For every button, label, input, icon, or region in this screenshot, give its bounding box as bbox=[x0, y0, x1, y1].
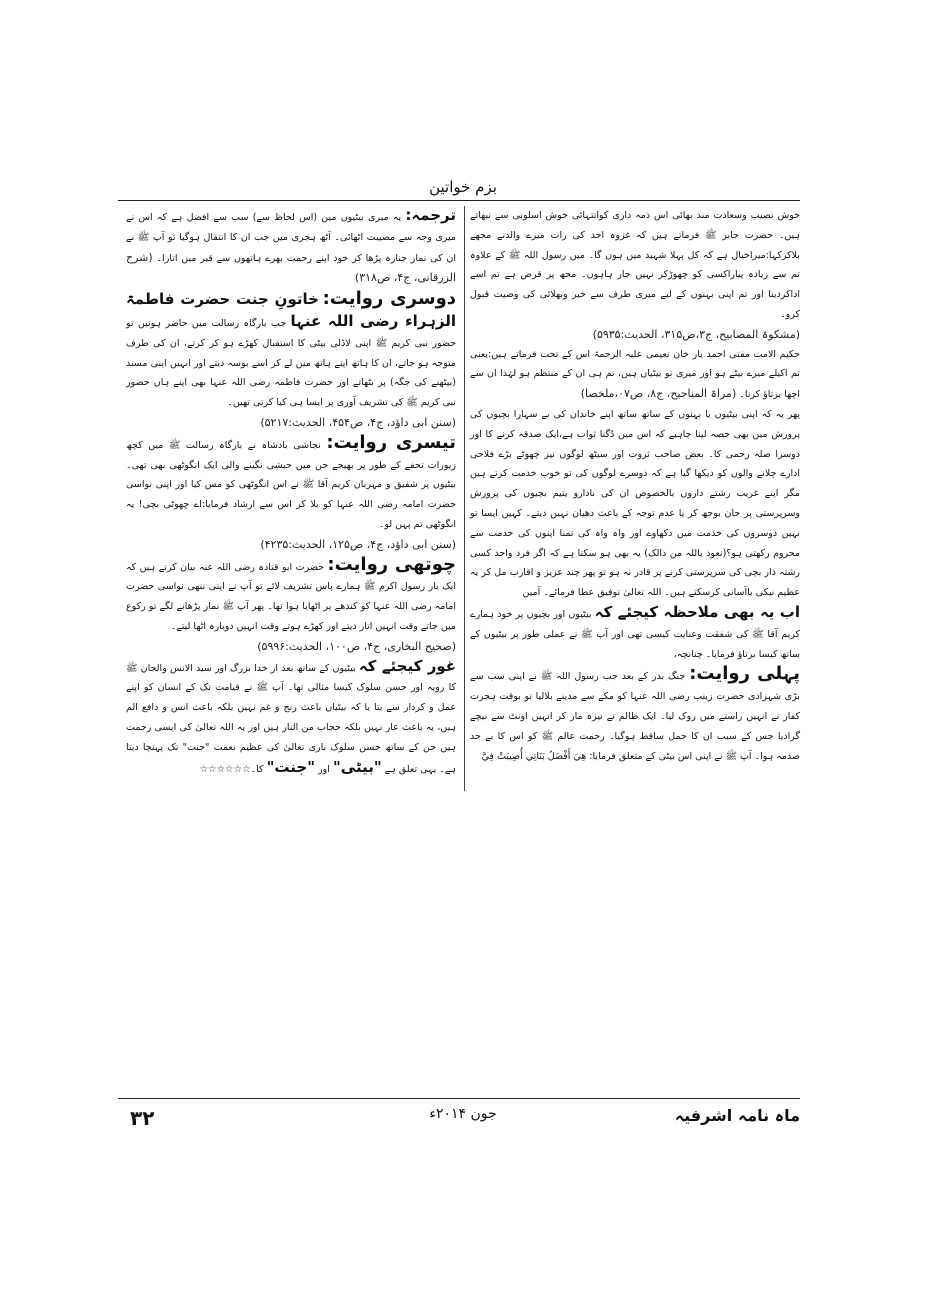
header-divider bbox=[118, 200, 800, 201]
section-heading: دوسری روایت: bbox=[322, 288, 457, 310]
paragraph bbox=[126, 657, 456, 780]
paragraph bbox=[470, 206, 800, 325]
paragraph bbox=[470, 345, 800, 405]
star-ornament: ☆☆☆☆☆☆ bbox=[199, 763, 251, 775]
lead-phrase: ترجمہ: bbox=[405, 206, 456, 224]
left-column bbox=[126, 206, 456, 779]
paragraph bbox=[126, 433, 456, 535]
section-heading: تیسری روایت: bbox=[326, 431, 456, 453]
paragraph-text: بیٹیوں کے ساتھ بعد از خدا بزرگ اور سید الانس والجان ﷺ کا رویہ اور حسن سلوک کیسا مثالی تھا۔ آپ ﷺ نے قیامت تک کے انسان کو اپنے عمل و کردار سے بتا یا کہ بیٹیاں باعث رنج و غم نہیں بلکہ باعث انس و دافع الم ہیں، یہ باعث عار نہیں بلکہ حجاب من النار ہیں اور یہ اللہ تعالیٰ کی ایسی رحمت ہیں جن کے ساتھ حسن سلوک باری تعالیٰ کی عظیم نعمت "جنت" تک پہنچا دیتا ہے۔ یہی تعلق ہے bbox=[126, 662, 456, 775]
reference: (صحیح البخاری، ج۴، ص۱۰۰، الحدیث:۵۹۹۶) bbox=[257, 639, 456, 653]
paragraph-text: پھر یہ کہ اپنی بیٹیوں یا بہنوں کے ساتھ ساتھ اپنے خاندان کی بے سہارا بچیوں کی پرورش میں بھی حصہ لینا چاہیے کہ اس میں دُگنا ثواب ہے،ایک صدقہ کرنے کا اور دوسرا صلہ رحمی کا۔ بعض صاحب ثروت اور سیٹھ لوگوں نیز چھوٹے بڑے فلاحی ادارے چلانے والوں کو دیکھا گیا ہے کہ دوسرے لوگوں کی تو خوب خدمت کرتے ہیں مگر اپنے غریب رشتے داروں بالخصوص ان کی نادارو یتیم بچیوں کی پرورش وسرپرستی پر جان بوجھ کر یا عدم توجہ کے باعث دھیان نہیں دیتے۔ کہیں ایسا تو نہیں دوسروں کی خدمت میں دکھاوے اور واہ واہ کی تمنا اپنوں کی خدمت سے محروم رکھتی ہو؟(نعوذ باللہ من ذالک) یہ بھی ہو سکتا ہے کہ اگر فرد واحد کسی رشتہ دار بچی کی سرپرستی کرنے پر قادر نہ ہو تو پھر چند عزیز و اقارب مل کر یہ عظیم نیکی باآسانی کرسکتے ہیں۔ اللہ تعالیٰ توفیق عطا فرمائے۔ آمین bbox=[470, 408, 800, 599]
paragraph-text: بیٹیوں اور بچیوں پر خود ہمارے کریم آقا ﷺ کی شفقت وعنایت کیسی تھی اور آپ ﷺ نے عملی طور پر بیٹیوں کے ساتھ کیسا برتاؤ فرمایا۔ چنانچہ، bbox=[470, 608, 800, 660]
paragraph bbox=[126, 555, 456, 637]
paragraph-text: کا۔ bbox=[250, 763, 264, 775]
lead-phrase: اب یہ بھی ملاحظہ کیجئے کہ bbox=[594, 602, 800, 621]
reference: (سنن ابی داؤد، ج۴، ص۴۵۴، الحدیث:۵۲۱۷) bbox=[260, 415, 456, 429]
paragraph-text: یہ میری بیٹیوں میں (اس لحاظ سے) سب سے افضل ہے کہ اس نے میری وجہ سے مصیبت اٹھائی۔ آٹھ ہجری میں جب ان کا انتقال ہوگیا تو آپ ﷺ نے ان کی نماز جنازہ پڑھا کر خود اپنے رحمت بھرے ہاتھوں سے قبر میں اتارا۔ bbox=[126, 212, 456, 264]
column-divider bbox=[464, 206, 465, 791]
paragraph-text: نجاشی بادشاہ نے بارگاہ رسالت ﷺ میں کچھ زیورات تحفے کے طور پر بھیجے جن میں حبشی نگینے والی ایک انگوٹھی بھی تھی۔ بیٹیوں پر شفیق و مہربان کریم آقا ﷺ نے اس انگوٹھی کو مس کیا اور اپنی نواسی حضرت امامہ رضی اللہ عنہا کو بلا کر اس سے ارشاد فرمایا:اے چھوٹی بچی! یہ انگوٹھی تم پہن لو۔ bbox=[126, 439, 456, 530]
emphasis-word: "جنت" bbox=[266, 757, 316, 776]
right-column bbox=[470, 206, 800, 766]
paragraph-text: حکیم الامت مفتی احمد یار خان نعیمی علیہ الرحمۃ اس کے تحت فرماتے ہیں:یعنی تم اکیلے میرے بیٹے ہو اور میری نو بیٹیاں ہیں، تم ہی ان کے منتظم ہو لہٰذا ان سے اچھا برتاؤ کرنا۔ bbox=[470, 348, 800, 401]
paragraph bbox=[470, 664, 800, 766]
section-heading: چوتھی روایت: bbox=[327, 553, 456, 575]
paragraph bbox=[126, 289, 456, 413]
heading-subject: خاتونِ جنت حضرت فاطمۃ الزہراء رضی اللہ عنہا bbox=[126, 290, 456, 330]
section-heading: پہلی روایت: bbox=[689, 663, 801, 685]
paragraph bbox=[470, 405, 800, 603]
emphasis-word: "بیٹی" bbox=[332, 757, 382, 776]
reference: (سنن ابی داؤد، ج۴، ص۱۲۵، الحدیث:۴۲۳۵) bbox=[260, 537, 456, 551]
issue-date: جون ۲۰۱۴ء bbox=[429, 1106, 497, 1122]
paragraph bbox=[126, 206, 456, 289]
reference: (مراۃ المناجیح، ج۸، ص۰۷،ملخصا) bbox=[580, 387, 737, 401]
lead-phrase: غور کیجئے کہ bbox=[358, 656, 456, 675]
footer-divider bbox=[118, 1098, 800, 1099]
page-number: ۳۲ bbox=[130, 1106, 155, 1130]
paragraph-text: حضرت ابو قتادہ رضی اللہ عنہ بیان کرتے ہیں کہ ایک بار رسول اکرم ﷺ ہمارے پاس تشریف لائے تو آپ نے اپنی ننھی نواسی حضرت امامہ رضی اللہ عنہا کو کندھے پر اٹھایا ہوا تھا۔ پھر آپ ﷺ نماز پڑھانے لگے تو رکوع میں جاتے وقت انہیں اتار دیتے اور کھڑے ہوتے وقت انہیں دوبارہ اٹھا لیتے۔ bbox=[126, 561, 456, 632]
paragraph-text: اور bbox=[318, 763, 330, 775]
magazine-name: ماہ نامہ اشرفیہ bbox=[674, 1106, 800, 1125]
paragraph-text: خوش نصیب وسعادت مند بھائی اس ذمہ داری کوانتہائی خوش اسلوبی سے نبھاتے ہیں۔ حضرت جابر ﷺ فرماتے ہیں کہ غزوہ احد کی رات میرے والدنے مجھے بلاکرکہا:میراخیال ہے کہ کل پہلا شہید میں ہوں گا۔ میں رسول اللہ ﷺ کے علاوہ تم سے زیادہ پیاراکسی کو چھوڑکر نہیں جار ہاہوں۔ مجھ پر قرض ہے تم اسے اداکردینا اور تم اپنی بہنوں کے لیے میری طرف سے خیر وبھلائی کی وصیت قبول کرو۔ bbox=[470, 210, 800, 320]
paragraph bbox=[470, 603, 800, 664]
reference: (مشکوۃ المصابیح، ج۳،ص۳۱۵، الحدیث:۵۹۳۵) bbox=[592, 327, 800, 341]
paragraph-text: جب بارگاہ رسالت میں حاضر ہوتیں تو حضور نبی کریم ﷺ اپنی لاڈلی بیٹی کا استقبال کھڑے ہو کر کرتے، ان کی طرف متوجہ ہو جاتے، ان کا ہاتھ اپنے ہاتھ میں لے کر اسے بوسہ دیتے اور انہیں اپنی مسند (بیٹھنے کی جگہ) پر بٹھاتے اور حضرت فاطمہ رضی اللہ عنہا بھی اپنے ہاں حضور نبی کریم ﷺ کی تشریف آوری پر ایسا ہی کیا کرتی تھیں۔ bbox=[126, 317, 456, 409]
paragraph-text: جنگ بدر کے بعد جب رسول اللہ ﷺ نے اپنی سب سے بڑی شہزادی حضرت زینب رضی اللہ عنہا کو مکے سے مدینے بلالیا تو بوقت ہجرت کفار نے انہیں راستے میں روک لیا۔ ایک ظالم نے نیزہ مار کر انہیں اونٹ سے نیچے گرادیا جس کے سبب ان کا حمل ساقط ہوگیا۔ رحمت عالم ﷺ کو اس کا بے حد صدمہ ہوا۔ آپ ﷺ نے اپنی اس بیٹی کے متعلق فرمایا: هِيَ أَفْضَلُ بَنَاتِي أُصِيبَتْ فِيَّ bbox=[470, 671, 800, 762]
reference: (شرح الزرقانی، ج۴، ص۳۱۸) bbox=[126, 250, 456, 285]
running-title: بزم خواتین bbox=[429, 178, 497, 196]
